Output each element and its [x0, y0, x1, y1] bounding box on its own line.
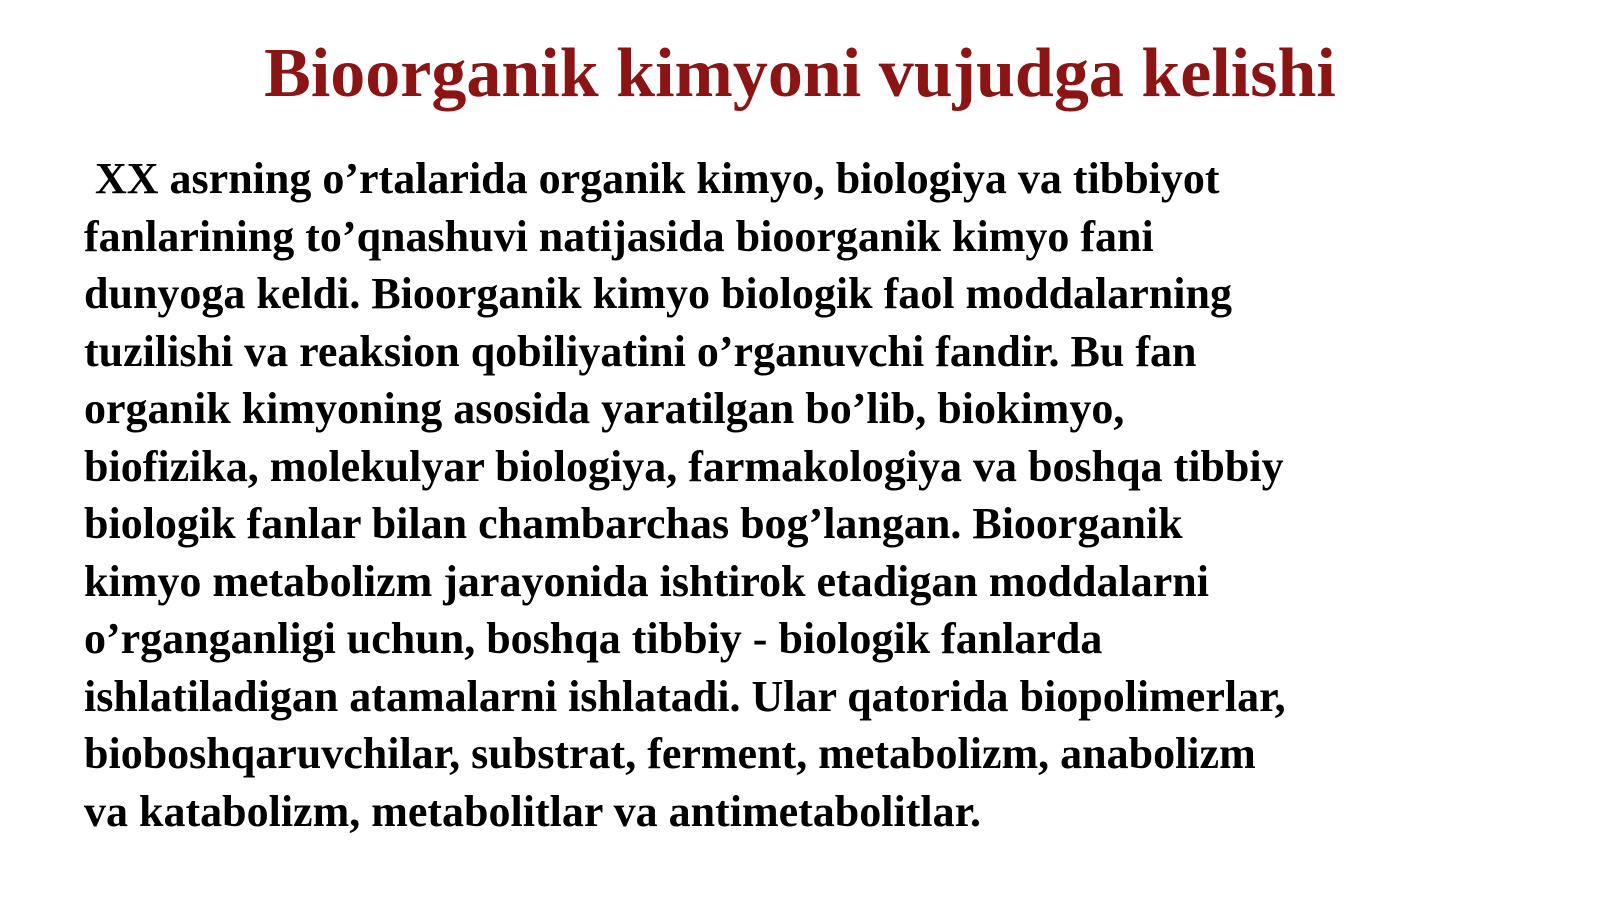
slide-body-text [84, 150, 1564, 840]
body-line: ishlatiladigan atamalarni ishlatadi. Ular qatorida biopolimerlar, [84, 671, 1286, 721]
body-line: XX asrning o’rtalarida organik kimyo, biologiya va tibbiyot [84, 154, 1220, 203]
body-line: organik kimyoning asosida yaratilgan bo’lib, biokimyo, [84, 384, 1125, 433]
body-line: dunyoga keldi. Bioorganik kimyo biologik faol moddalarning [84, 269, 1232, 318]
body-line: biologik fanlar bilan chambarchas bog’langan. Bioorganik [84, 499, 1183, 548]
body-line: kimyo metabolizm jarayonida ishtirok etadigan moddalarni [84, 556, 1209, 606]
body-line: o’rganganligi uchun, boshqa tibbiy - biologik fanlarda [84, 614, 1103, 663]
body-line: bioboshqaruvchilar, substrat, ferment, metabolizm, anabolizm [84, 729, 1256, 778]
slide-title: Bioorganik kimyoni vujudga kelishi [264, 35, 1336, 112]
body-line: biofizika, molekulyar biologiya, farmakologiya va boshqa tibbiy [84, 441, 1284, 491]
body-line: va katabolizm, metabolitlar va antimetabolitlar. [84, 786, 982, 836]
body-line: fanlarining to’qnashuvi natijasida bioorganik kimyo fani [84, 211, 1154, 261]
body-line: tuzilishi va reaksion qobiliyatini o’rganuvchi fandir. Bu fan [84, 326, 1197, 376]
